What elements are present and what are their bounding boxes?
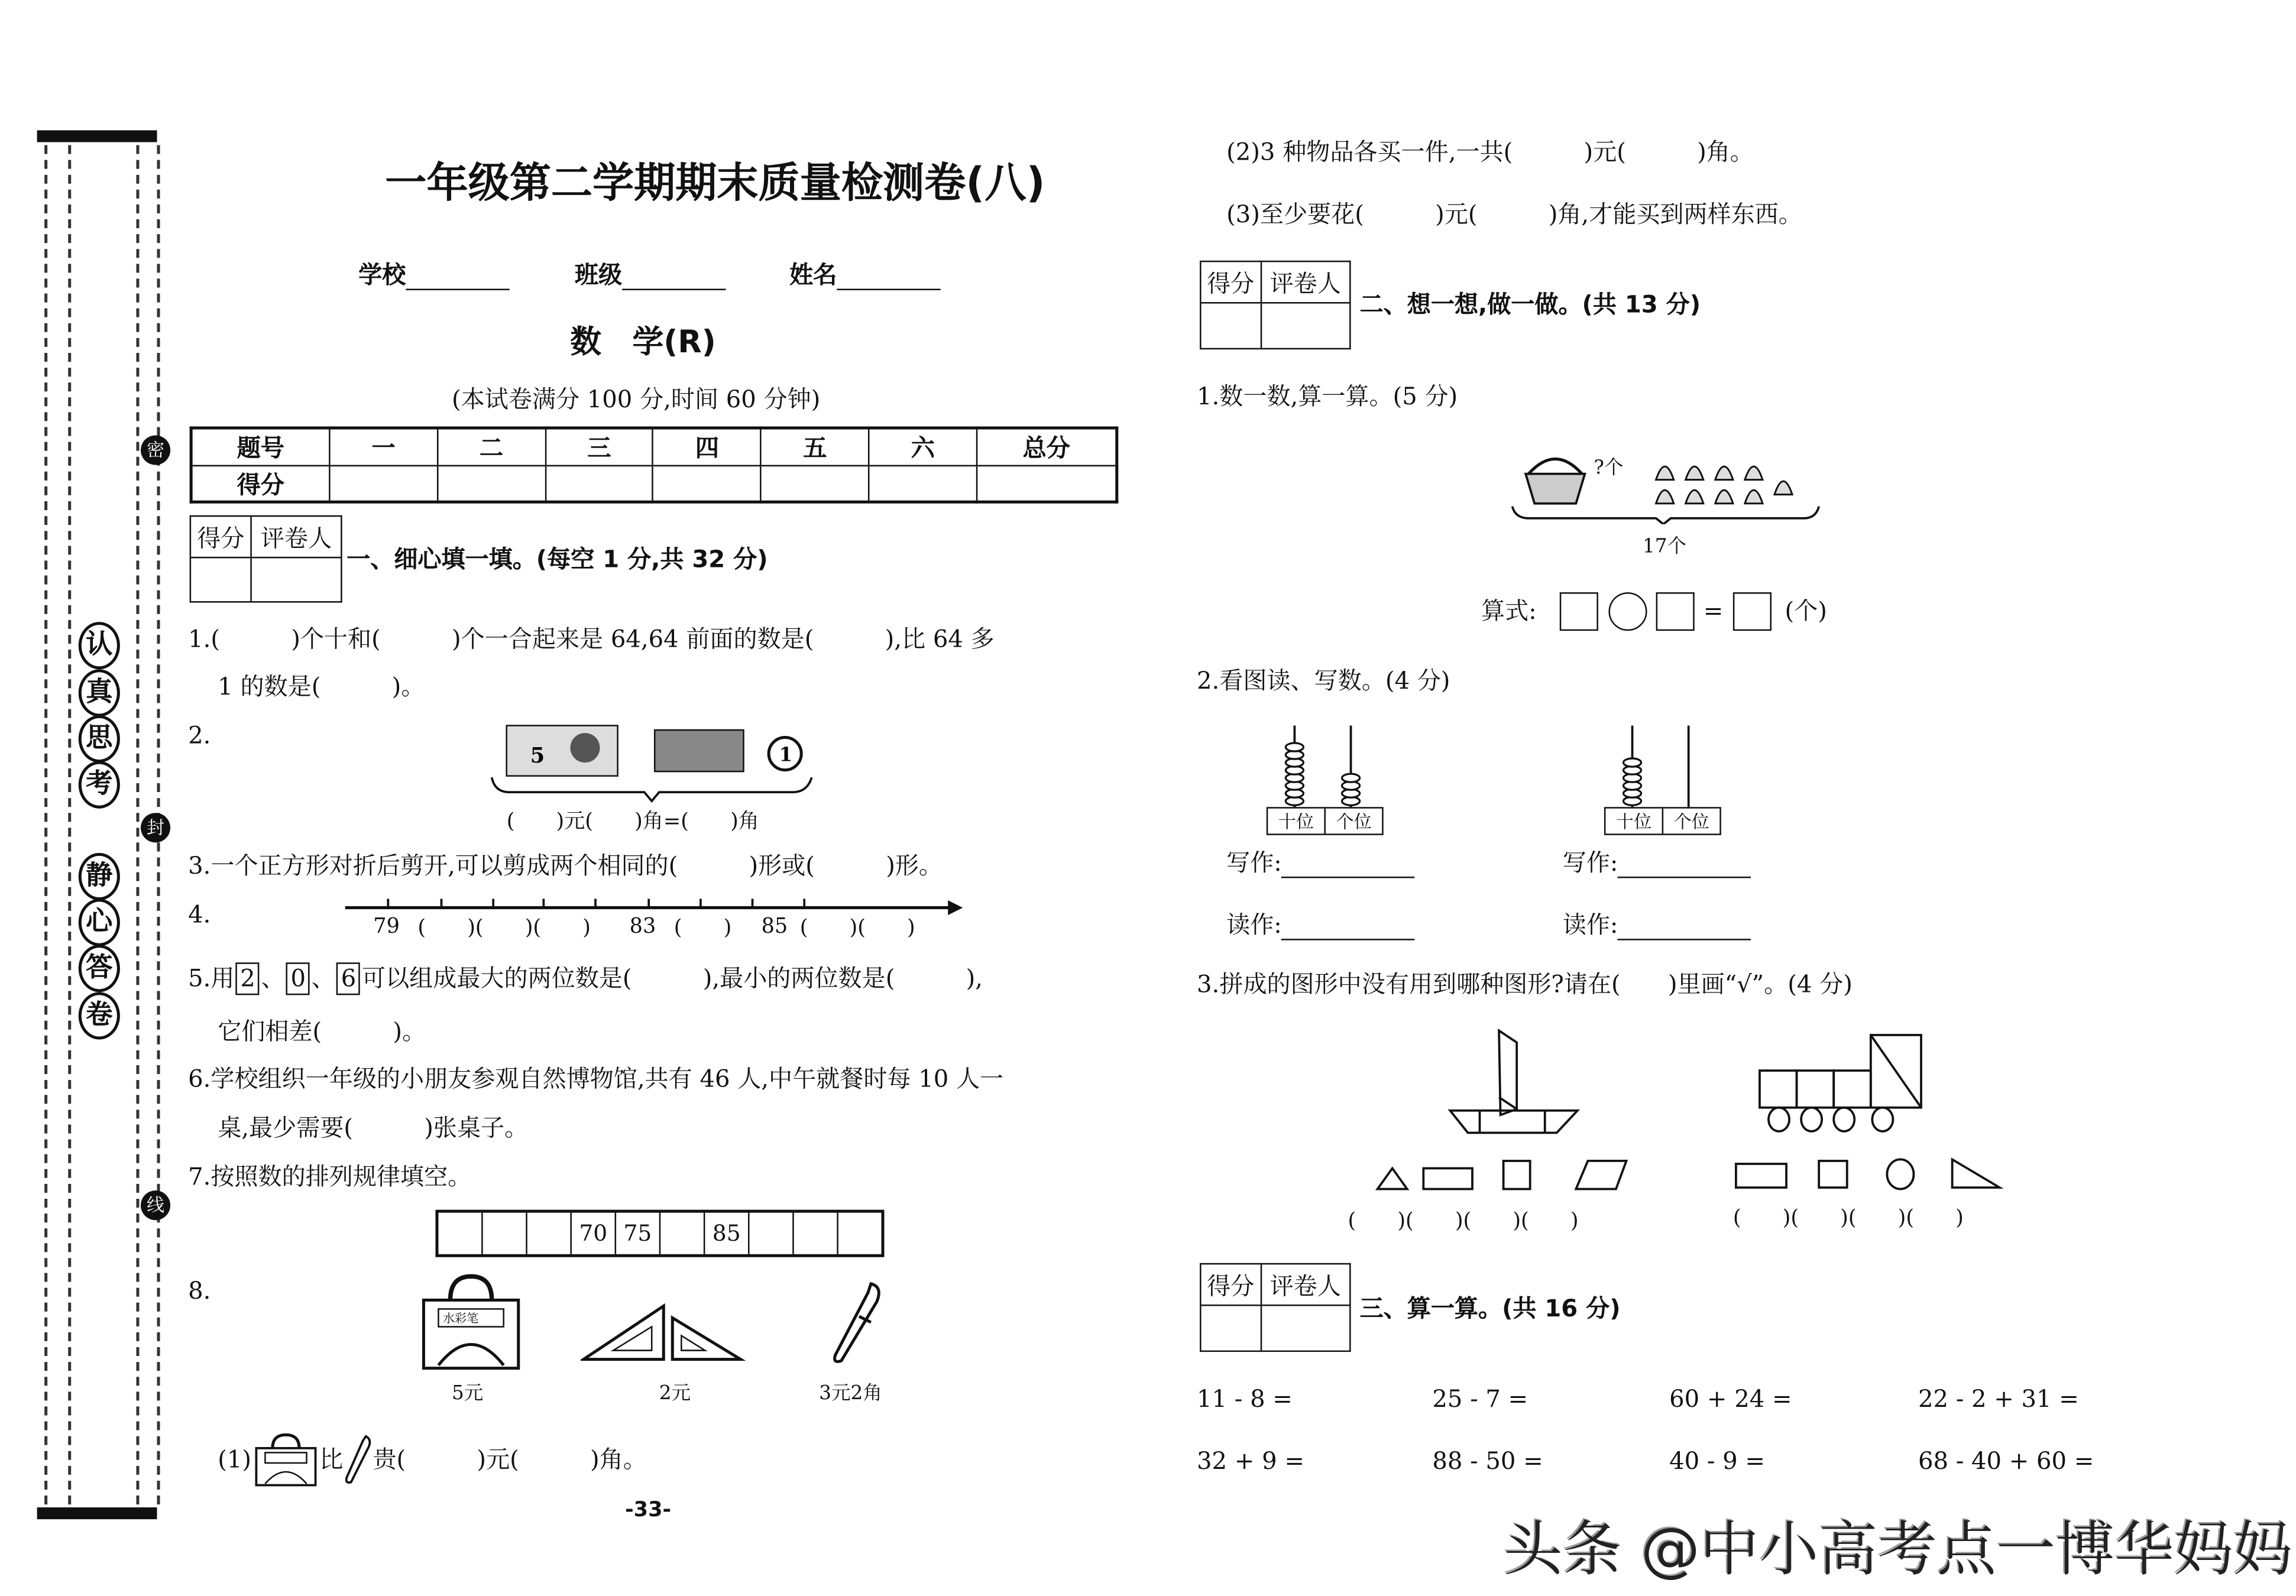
- score-cell[interactable]: [438, 465, 545, 501]
- brace-icon: [1513, 507, 1819, 524]
- subject: 数 学(R): [570, 324, 716, 360]
- formula-box[interactable]: [1560, 592, 1598, 631]
- place-value-labels: [1267, 807, 1384, 835]
- abacus-icon: [1267, 722, 1385, 811]
- peach-icon: [1656, 466, 1792, 504]
- digit-card: 2: [236, 962, 260, 995]
- sequence-cell[interactable]: [483, 1213, 527, 1254]
- equals-sign: =: [1703, 596, 1724, 625]
- q2-number: 2.: [188, 721, 211, 750]
- grader-score-cell[interactable]: [1200, 303, 1261, 349]
- circle-icon: [1887, 1159, 1913, 1189]
- q5-prefix: 5.用: [188, 964, 235, 992]
- grader-score-cell[interactable]: [1200, 1305, 1261, 1351]
- q6-line2: 桌,最少需要( )张桌子。: [218, 1113, 529, 1142]
- q8-sub3: (3)至少要花( )元( )角,才能买到两样东西。: [1226, 200, 1802, 228]
- motto-char: 心: [79, 899, 120, 946]
- boat-shapes-figure: [1370, 1026, 1644, 1201]
- grader-score-label: 得分: [1200, 1264, 1261, 1305]
- write-label: 写作:: [1562, 848, 1618, 877]
- calc-problem: 11 - 8 =: [1197, 1384, 1293, 1413]
- calc-problem: 22 - 2 + 31 =: [1918, 1384, 2079, 1413]
- one-yuan-note-icon: [655, 730, 743, 771]
- sequence-cell[interactable]: [438, 1213, 482, 1254]
- score-header: 题号: [191, 428, 329, 465]
- page-number: -33-: [625, 1498, 672, 1523]
- motto-char: 考: [79, 761, 120, 809]
- digit-card: 0: [286, 962, 310, 995]
- tick-blank: ( )( )( ): [417, 916, 591, 940]
- score-header: 六: [869, 428, 977, 465]
- basket-peaches-illustration: [1508, 447, 1827, 524]
- score-header: 四: [653, 428, 761, 465]
- sub1-compare: 比: [319, 1445, 344, 1474]
- q8-sub1: [218, 1433, 647, 1487]
- tens-label: 十位: [1268, 809, 1326, 834]
- square-icon: [1504, 1161, 1530, 1189]
- total-count: 17个: [1643, 536, 1687, 559]
- write-field[interactable]: [1282, 853, 1415, 878]
- sub1-rest: 贵( )元( )角。: [373, 1445, 647, 1474]
- set-square-icon: [581, 1303, 747, 1365]
- q3: 3.一个正方形对折后剪开,可以剪成两个相同的( )形或( )形。: [188, 851, 943, 880]
- price-label: 3元2角: [819, 1383, 882, 1406]
- digit-card: 6: [336, 962, 360, 995]
- score-header: 总分: [977, 428, 1117, 465]
- grader-label: 评卷人: [1261, 1264, 1350, 1305]
- read-field[interactable]: [1618, 915, 1751, 940]
- sequence-cell[interactable]: [660, 1213, 705, 1254]
- read-field[interactable]: [1282, 915, 1415, 940]
- score-cell[interactable]: [977, 465, 1117, 501]
- price-label: 2元: [659, 1383, 691, 1406]
- calc-problem: 68 - 40 + 60 =: [1918, 1446, 2094, 1475]
- exam-title: 一年级第二学期期末质量检测卷(八): [385, 158, 1045, 207]
- s2-q3: 3.拼成的图形中没有用到哪种图形?请在( )里画“√”。(4 分): [1197, 969, 1853, 998]
- watermark: 头条 @中小高考点一博华妈妈: [1503, 1516, 2293, 1585]
- abacus-bead: [1623, 758, 1641, 767]
- score-header: 三: [545, 428, 653, 465]
- q1-line1: 1.( )个十和( )个一合起来是 64,64 前面的数是( ),比 64 多: [188, 625, 995, 653]
- motto-char: 思: [79, 715, 120, 763]
- score-cell[interactable]: [653, 465, 761, 501]
- calc-problem: 32 + 9 =: [1197, 1446, 1304, 1475]
- unknown-count: ?个: [1594, 458, 1624, 480]
- grader-score-cell[interactable]: [190, 557, 251, 602]
- wheel-icon: [1769, 1108, 1789, 1131]
- score-header: 五: [761, 428, 869, 465]
- abacus-icon: [1604, 722, 1722, 811]
- score-header: 一: [329, 428, 437, 465]
- tick-blank: ( ): [673, 916, 732, 940]
- grader-score-label: 得分: [1200, 261, 1261, 303]
- formula-box[interactable]: [1656, 592, 1695, 631]
- sequence-cell[interactable]: [750, 1213, 794, 1254]
- q8-sub2: (2)3 种物品各买一件,一共( )元( )角。: [1226, 137, 1754, 166]
- q5-line2: 它们相差( )。: [218, 1017, 426, 1046]
- motto-char: 答: [79, 945, 120, 992]
- brace-icon: [492, 777, 812, 801]
- calc-problem: 88 - 50 =: [1432, 1446, 1543, 1475]
- q5-line1: [188, 962, 983, 995]
- name-label: 姓名: [789, 260, 837, 289]
- score-row-label: 得分: [191, 465, 329, 501]
- seal-mi: 密: [141, 435, 170, 465]
- motto-char: 卷: [79, 992, 120, 1039]
- sequence-cell: 70: [572, 1213, 616, 1254]
- calc-problem: 60 + 24 =: [1669, 1384, 1792, 1413]
- calc-problem: 40 - 9 =: [1669, 1446, 1765, 1475]
- seal-xian: 线: [141, 1190, 170, 1220]
- pen-icon: [827, 1281, 889, 1367]
- tick-label: 85: [761, 915, 788, 939]
- score-cell[interactable]: [329, 465, 437, 501]
- svg-text:1: 1: [779, 742, 793, 766]
- motto-char: 真: [79, 669, 120, 716]
- sub1-num: (1): [218, 1445, 252, 1474]
- right-triangle-icon: [1952, 1159, 2000, 1188]
- motto-char: 认: [79, 622, 120, 669]
- q6-line1: 6.学校组织一年级的小朋友参观自然博物馆,共有 46 人,中午就餐时每 10 人一: [188, 1065, 1004, 1093]
- grader-label: 评卷人: [251, 516, 342, 557]
- separator: 、: [261, 964, 285, 992]
- motto-char: 静: [79, 853, 120, 900]
- operator-circle[interactable]: [1608, 592, 1647, 631]
- score-header: 二: [438, 428, 545, 465]
- name-field[interactable]: [837, 265, 940, 290]
- q8-number: 8.: [188, 1276, 211, 1305]
- grader-box: [190, 515, 342, 603]
- sequence-cell: 75: [616, 1213, 660, 1254]
- rectangle-icon: [1423, 1168, 1472, 1189]
- basket-icon: [1528, 459, 1582, 474]
- place-value-labels: [1604, 807, 1721, 835]
- price-label: 5元: [452, 1383, 484, 1406]
- formula-label: 算式:: [1481, 596, 1537, 625]
- grader-label: 评卷人: [1261, 261, 1350, 303]
- school-field[interactable]: [406, 265, 509, 290]
- tick-label: 83: [629, 915, 656, 939]
- school-label: 学校: [358, 260, 406, 289]
- score-cell[interactable]: [869, 465, 977, 501]
- five-yuan-note-icon: [507, 725, 618, 776]
- score-cell[interactable]: [761, 465, 869, 501]
- read-label: 读作:: [1562, 910, 1618, 939]
- grader-name-cell[interactable]: [1261, 1305, 1350, 1351]
- shape-answer-row[interactable]: ( )( )( )( ): [1732, 1206, 1964, 1231]
- q1-line2: 1 的数是( )。: [218, 672, 425, 700]
- pen-icon: [343, 1435, 373, 1485]
- rectangle-icon: [1736, 1164, 1786, 1188]
- q7: 7.按照数的排列规律填空。: [188, 1162, 472, 1191]
- grader-name-cell[interactable]: [1261, 303, 1350, 349]
- write-label: 写作:: [1226, 848, 1282, 877]
- score-table: [190, 426, 1119, 502]
- sequence-cell[interactable]: [527, 1213, 572, 1254]
- money-illustration: [489, 721, 822, 804]
- section1-title: 一、细心填一填。(每空 1 分,共 32 分): [346, 544, 768, 573]
- abacus-bead: [1342, 774, 1360, 782]
- s2-q1: 1.数一数,算一算。(5 分): [1197, 382, 1458, 410]
- boat-hull: [1450, 1111, 1577, 1133]
- seal-feng: 封: [141, 813, 170, 842]
- q4-number: 4.: [188, 900, 211, 929]
- abacus-bead: [1285, 743, 1303, 751]
- section3-title: 三、算一算。(共 16 分): [1359, 1294, 1621, 1322]
- score-cell[interactable]: [545, 465, 653, 501]
- tens-label: 十位: [1605, 809, 1663, 834]
- read-label: 读作:: [1226, 910, 1282, 939]
- q2-answer: ( )元( )角=( )角: [506, 810, 759, 834]
- triangle-icon: [1378, 1168, 1407, 1189]
- grader-box: [1200, 1263, 1351, 1352]
- tick-blank: ( )( ): [799, 916, 915, 940]
- sequence-cell[interactable]: [838, 1213, 882, 1254]
- sequence-row: [435, 1210, 884, 1257]
- ones-label: 个位: [1673, 811, 1709, 832]
- parallelogram-icon: [1576, 1161, 1626, 1189]
- ones-label: 个位: [1336, 811, 1372, 832]
- marker-box-icon: [251, 1433, 319, 1487]
- separator: 、: [311, 964, 335, 992]
- grader-box: [1200, 261, 1351, 349]
- tick-label: 79: [373, 915, 400, 939]
- sequence-cell: 85: [705, 1213, 749, 1254]
- shape-answer-row[interactable]: ( )( )( )( ): [1348, 1209, 1579, 1234]
- grader-score-label: 得分: [190, 516, 251, 557]
- calc-problem: 25 - 7 =: [1432, 1384, 1528, 1413]
- sequence-cell[interactable]: [794, 1213, 838, 1254]
- train-shapes-figure: [1730, 1026, 2012, 1201]
- formula-unit: (个): [1785, 596, 1827, 625]
- q5-suffix: 可以组成最大的两位数是( ),最小的两位数是( ),: [362, 964, 983, 992]
- svg-text:5: 5: [530, 744, 545, 768]
- class-field[interactable]: [622, 265, 726, 290]
- marker-box-label: 水彩笔: [442, 1312, 479, 1325]
- write-field[interactable]: [1618, 853, 1751, 878]
- exam-note: (本试卷满分 100 分,时间 60 分钟): [452, 385, 821, 413]
- formula-box[interactable]: [1733, 592, 1772, 631]
- class-label: 班级: [574, 260, 623, 289]
- square-icon: [1819, 1161, 1847, 1188]
- section2-title: 二、想一想,做一做。(共 13 分): [1359, 290, 1701, 319]
- s2-q2: 2.看图读、写数。(4 分): [1197, 666, 1450, 695]
- grader-name-cell[interactable]: [251, 557, 342, 602]
